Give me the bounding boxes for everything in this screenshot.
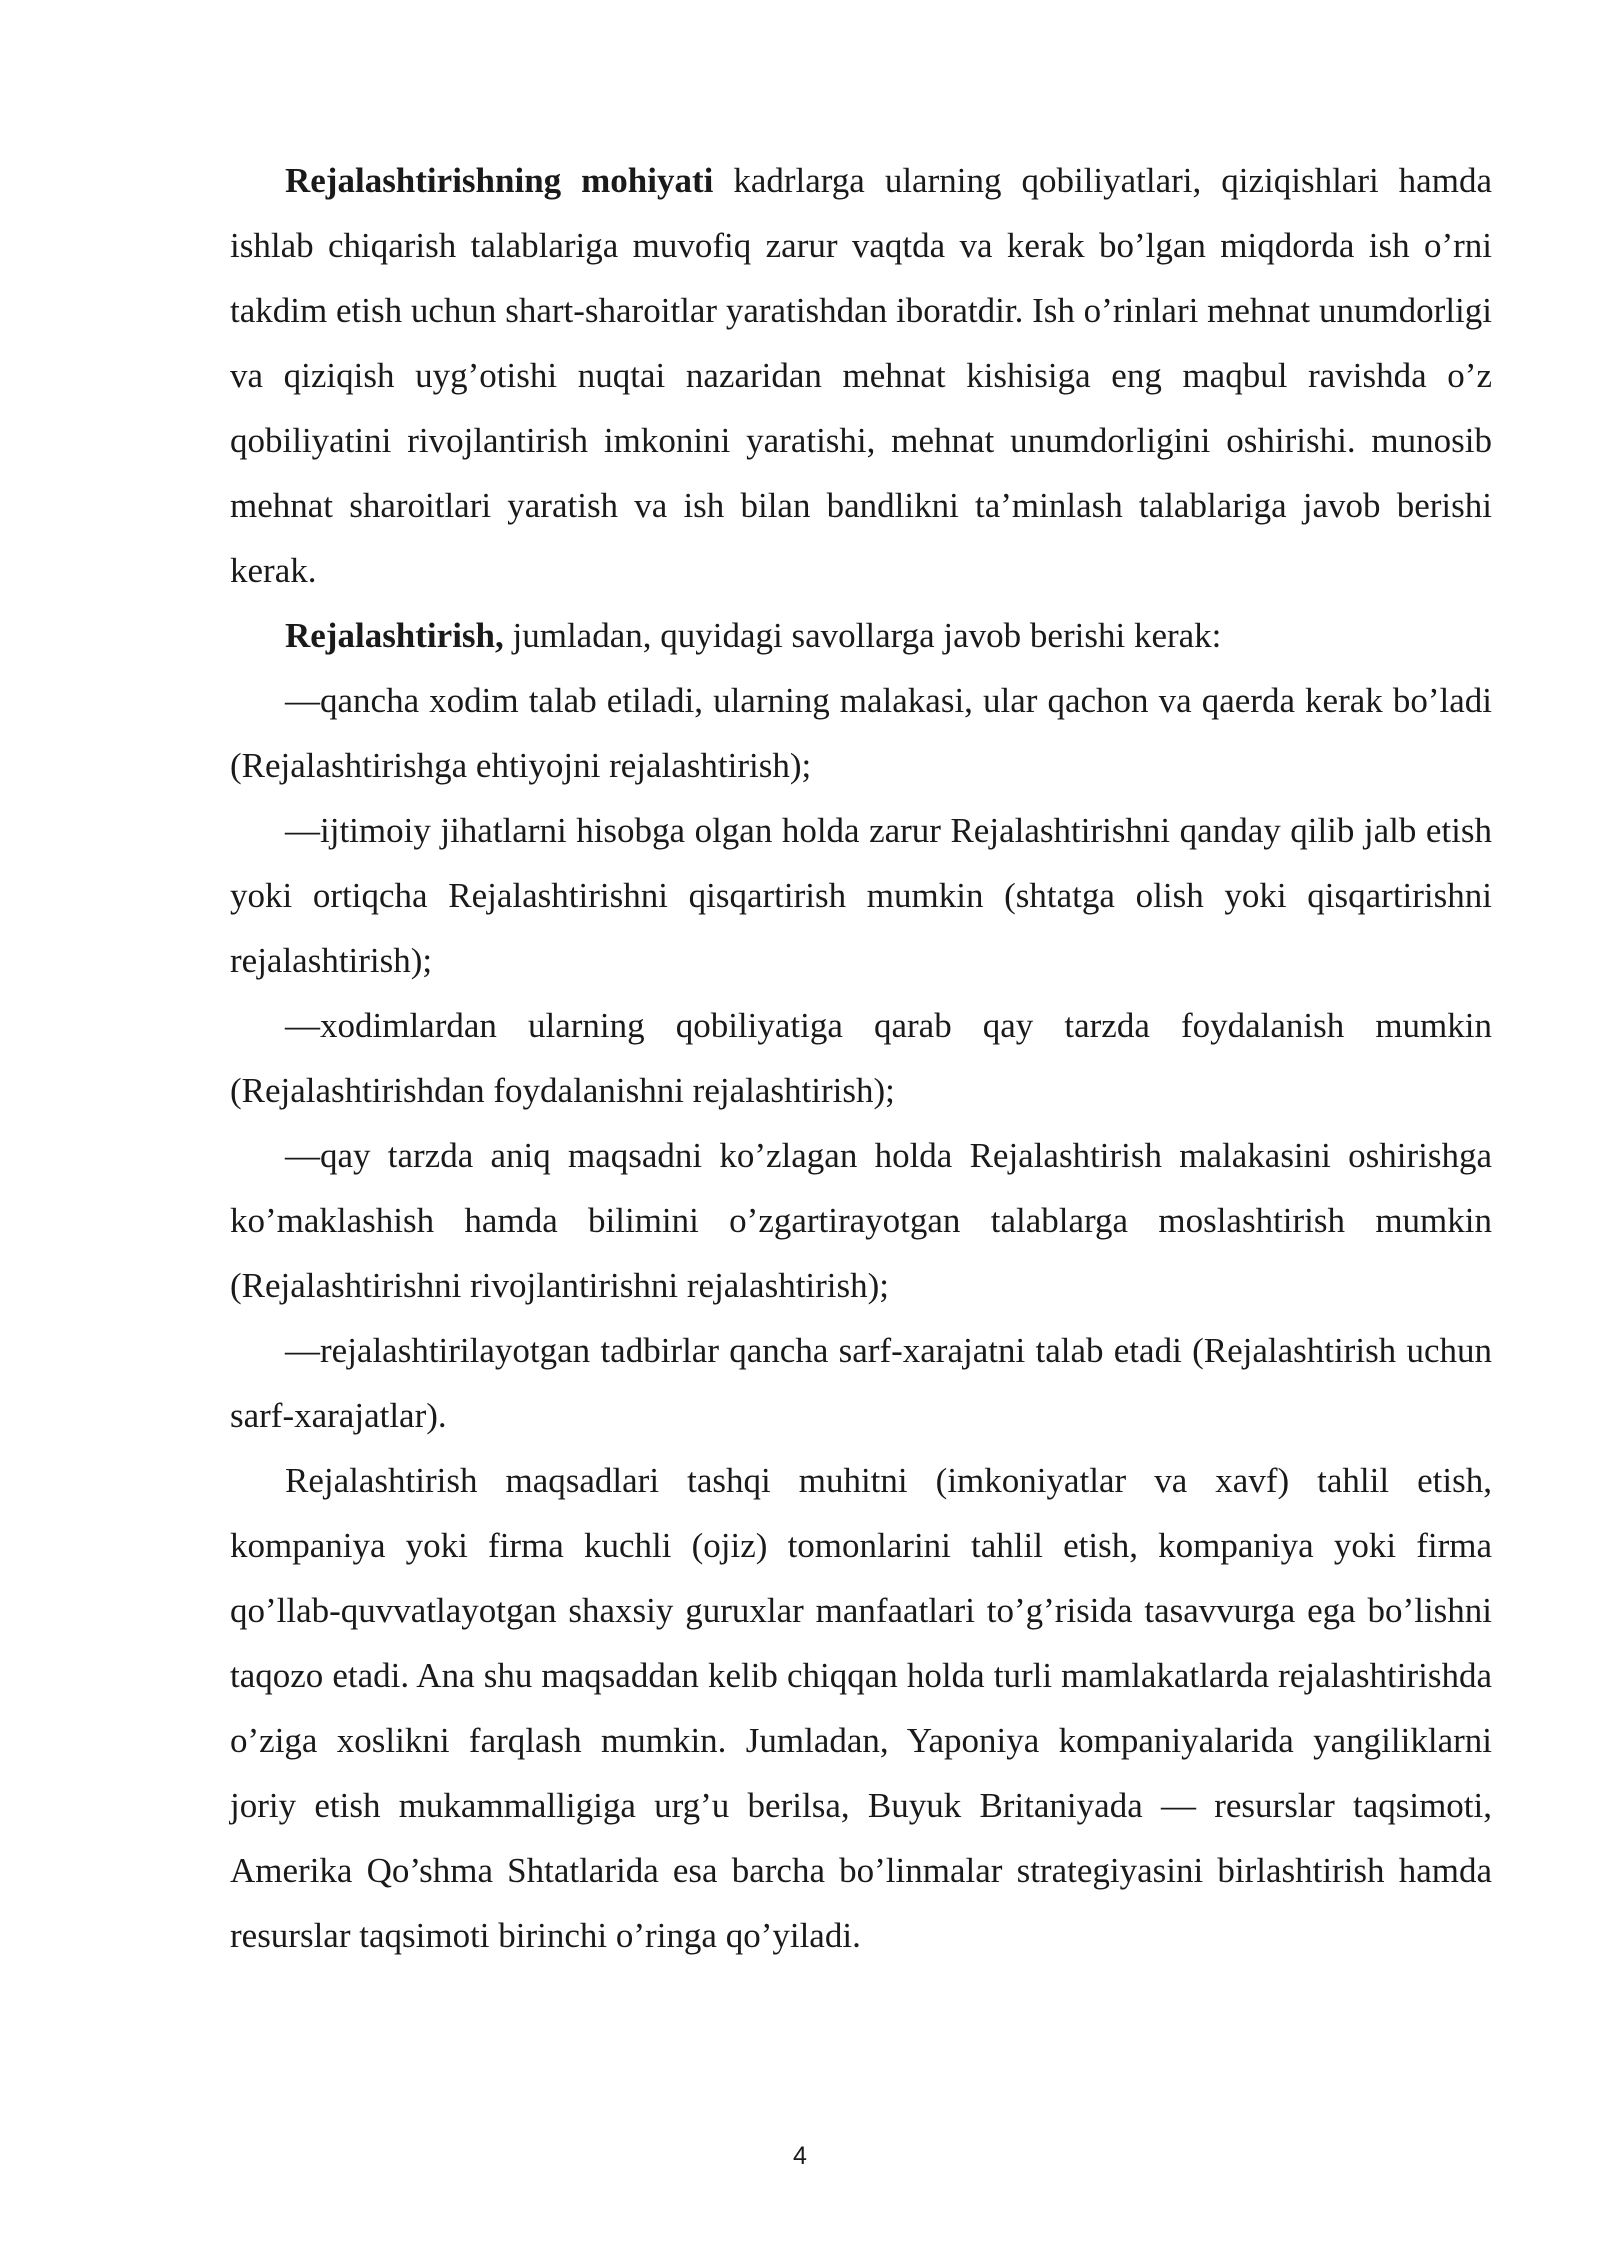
paragraph-2	[230, 603, 1492, 668]
list-item-1	[230, 668, 1492, 798]
list-item-5-text: —rejalashtirilayotgan tadbirlar qancha sarf-xarajatni talab etadi (Rejalashtirish uchun sarf-xarajatlar).	[230, 1331, 1492, 1435]
page-number: 4	[793, 2142, 807, 2170]
paragraph-3	[230, 1448, 1492, 1968]
paragraph-1	[230, 148, 1492, 603]
paragraph-1-bold-term: Rejalashtirishning mohiyati	[285, 161, 714, 200]
list-item-2-text: —ijtimoiy jihatlarni hisobga olgan holda zarur Rejalashtirishni qanday qilib jalb etish yoki ortiqcha Rejalashtirishni qisqartirish mumkin (shtatga olish yoki qisqartirishni rejalashtirish);	[230, 811, 1492, 980]
list-item-4-text: —qay tarzda aniq maqsadni ko’zlagan holda Rejalashtirish malakasini oshirishga ko’maklashish hamda bilimini o’zgartirayotgan talablarga moslashtirish mumkin (Rejalashtirishni rivojlantirishni rejalashtirish);	[230, 1136, 1492, 1305]
list-item-4	[230, 1123, 1492, 1318]
list-item-1-text: —qancha xodim talab etiladi, ularning malakasi, ular qachon va qaerda kerak bo’ladi (Rejalashtirishga ehtiyojni rejalashtirish);	[230, 681, 1492, 785]
list-item-5	[230, 1318, 1492, 1448]
list-item-3	[230, 993, 1492, 1123]
body-text	[230, 148, 1492, 1968]
paragraph-2-bold-term: Rejalashtirish,	[285, 616, 504, 655]
paragraph-2-text: jumladan, quyidagi savollarga javob berishi kerak:	[503, 616, 1222, 655]
paragraph-1-text: kadrlarga ularning qobiliyatlari, qiziqishlari hamda ishlab chiqarish talablariga muvofiq zarur vaqtda va kerak bo’lgan miqdorda ish o’rni takdim etish uchun shart-sharoitlar yaratishdan iboratdir. Ish o’rinlari mehnat unumdorligi va qiziqish uyg’otishi nuqtai nazaridan mehnat kishisiga eng maqbul ravishda o’z qobiliyatini rivojlantirish imkonini yaratishi, mehnat unumdorligini oshirishi. munosib mehnat sharoitlari yaratish va ish bilan bandlikni ta’minlash talablariga javob berishi kerak.	[230, 161, 1492, 590]
list-item-3-text: —xodimlardan ularning qobiliyatiga qarab qay tarzda foydalanish mumkin (Rejalashtirishdan foydalanishni rejalashtirish);	[230, 1006, 1492, 1110]
paragraph-3-text: Rejalashtirish maqsadlari tashqi muhitni (imkoniyatlar va xavf) tahlil etish, kompaniya yoki firma kuchli (ojiz) tomonlarini tahlil etish, kompaniya yoki firma qo’llab-quvvatlayotgan shaxsiy guruxlar manfaatlari to’g’risida tasavvurga ega bo’lishni taqozo etadi. Ana shu maqsaddan kelib chiqqan holda turli mamlakatlarda rejalashtirishda o’ziga xoslikni farqlash mumkin. Jumladan, Yaponiya kompaniyalarida yangiliklarni joriy etish mukammalligiga urg’u berilsa, Buyuk Britaniyada — resurslar taqsimoti, Amerika Qo’shma Shtatlarida esa barcha bo’linmalar strategiyasini birlashtirish hamda resurslar taqsimoti birinchi o’ringa qo’yiladi.	[230, 1461, 1492, 1955]
list-item-2	[230, 798, 1492, 993]
